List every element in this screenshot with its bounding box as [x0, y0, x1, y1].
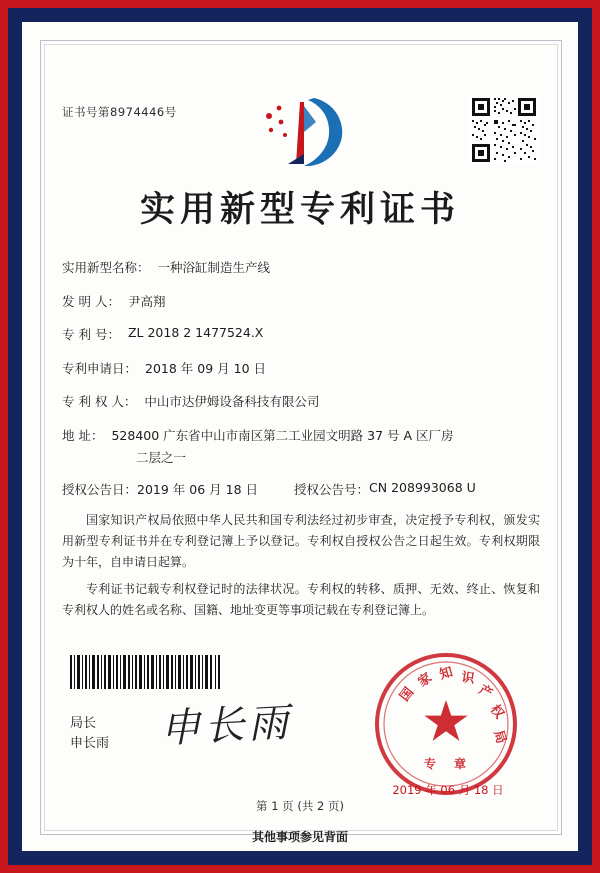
field-row-application-date	[62, 359, 540, 377]
field-row-address	[62, 426, 540, 444]
field-row-patentee	[62, 392, 540, 410]
svg-text:识: 识	[460, 670, 476, 687]
svg-text:国: 国	[397, 684, 418, 705]
field-row-name	[62, 258, 540, 276]
paragraph-2: 专利证书记载专利权登记时的法律状况。专利权的转移、质押、无效、终止、恢复和专利权人的姓名或名称、国籍、地址变更等事项记载在专利登记簿上。	[62, 582, 540, 617]
signature-label-block	[70, 714, 109, 754]
paragraph-1: 国家知识产权局依照中华人民共和国专利法经过初步审查，决定授予专利权，颁发实用新型专利证书并在专利登记簿上予以登记。专利权自授权公告之日起生效。专利权期限为十年，自申请日起算。	[62, 513, 540, 569]
field-list	[62, 258, 540, 513]
field-value: ZL 2018 2 1477524.X	[127, 325, 264, 340]
field-label: 实用新型名称：	[62, 260, 150, 275]
field-row-grant	[62, 480, 540, 498]
field-label: 专 利 权 人：	[62, 394, 137, 409]
back-side-note: 其他事项参见背面	[251, 830, 348, 844]
field-value: 2018 年 09 月 10 日	[145, 360, 267, 376]
certificate-number: 证书号第8974446号	[62, 105, 177, 119]
director-name: 申长雨	[70, 736, 110, 751]
barcode-icon	[70, 655, 220, 689]
field-value: 中山市达伊姆设备科技有限公司	[144, 394, 320, 409]
field-label: 专 利 号：	[62, 327, 120, 342]
field-value: CN 208993068 U	[369, 479, 476, 495]
svg-text:知: 知	[437, 664, 455, 683]
body-paragraphs	[62, 510, 540, 627]
field-label: 授权公告号：	[294, 481, 370, 497]
svg-text:局: 局	[490, 728, 509, 746]
field-value: 2019 年 06 月 18 日	[137, 481, 259, 497]
field-value: 尹高翔	[127, 293, 166, 309]
field-row-inventor	[62, 292, 540, 310]
svg-text:章: 章	[454, 757, 467, 771]
svg-text:产: 产	[476, 682, 495, 702]
field-value: 528400 广东省中山市南区第二工业园文明路 37 号 A 区厂房	[111, 427, 454, 443]
field-label: 授权公告日：	[62, 481, 138, 497]
grant-date-segment	[62, 480, 258, 498]
page-number: 第 1 页 (共 2 页)	[256, 799, 344, 813]
svg-text:权: 权	[486, 702, 507, 722]
office-label: 局长	[70, 716, 97, 731]
svg-text:家: 家	[415, 670, 435, 691]
field-label: 专利申请日：	[62, 360, 138, 376]
field-value: 一种浴缸制造生产线	[157, 260, 271, 275]
field-value-address-line2: 二层之一	[136, 449, 187, 465]
field-row-patent-number	[62, 325, 540, 343]
grant-number-segment	[294, 480, 476, 498]
official-seal-icon	[372, 650, 520, 798]
svg-text:专: 专	[424, 757, 437, 771]
handwritten-signature: 申长雨	[159, 699, 294, 753]
field-label: 发 明 人：	[62, 293, 120, 309]
field-label: 地 址：	[62, 427, 104, 443]
cnipa-logo-icon	[252, 92, 348, 170]
seal-date: 2019 年 06 月 18 日	[392, 783, 504, 797]
page-title: 实用新型专利证书	[139, 190, 460, 230]
qr-code-icon	[470, 96, 538, 164]
